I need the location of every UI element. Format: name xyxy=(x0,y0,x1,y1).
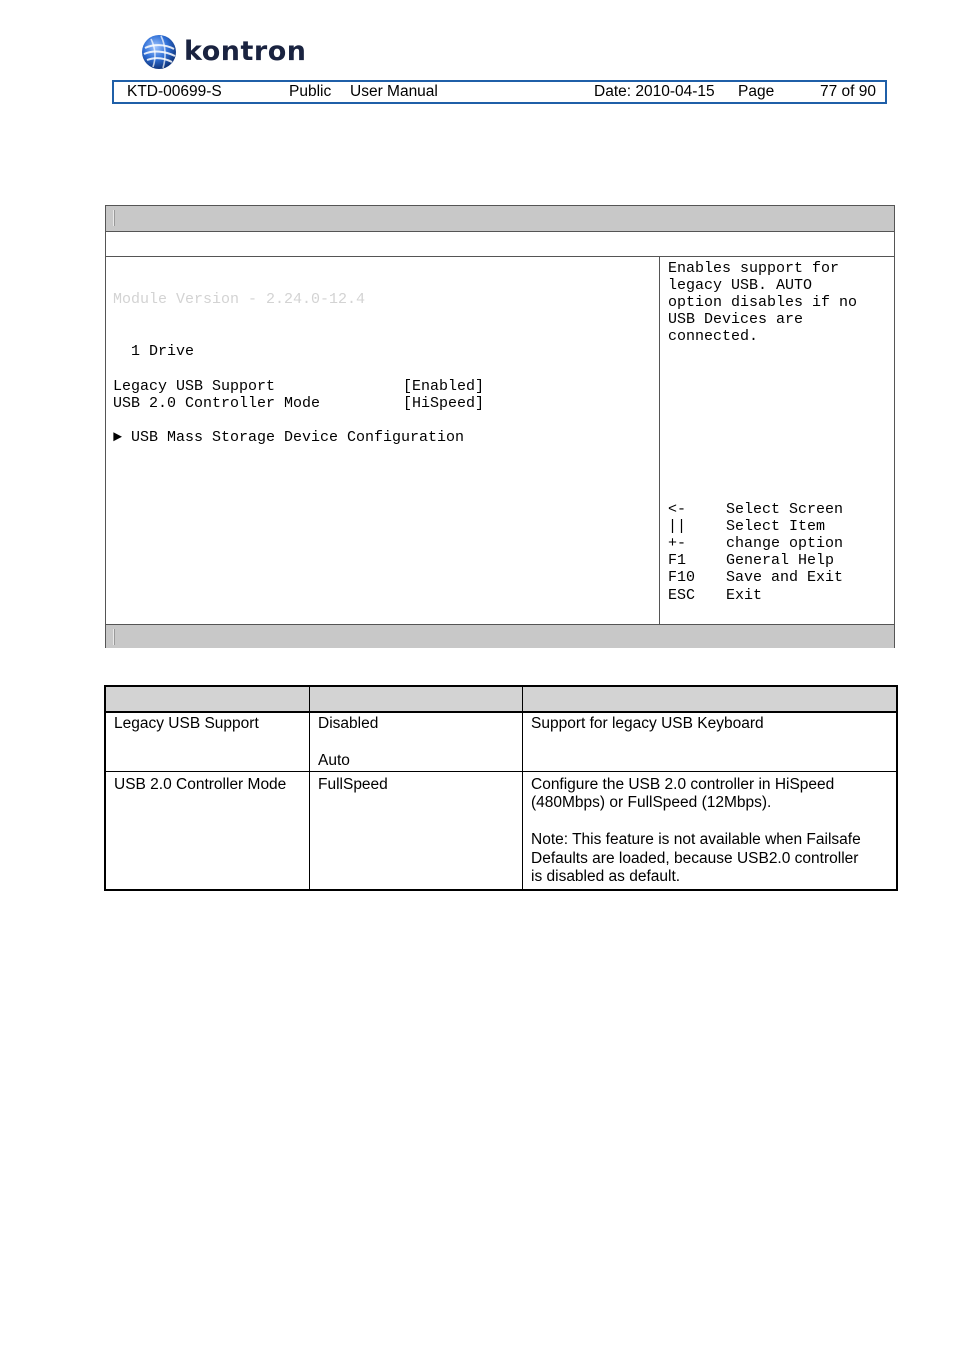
options-table xyxy=(104,685,898,891)
row-usb2-note-line: Note: This feature is not available when Failsafe xyxy=(531,831,861,848)
page-label: Page xyxy=(738,83,775,100)
row-usb2-description-line: (480Mbps) or FullSpeed (12Mbps). xyxy=(531,794,772,811)
key-select-item-action: Select Item xyxy=(726,518,826,535)
bios-menu-row xyxy=(106,232,894,257)
drive-count: 1 Drive xyxy=(113,343,195,360)
page-number: 77 of 90 xyxy=(820,83,877,100)
row-usb2-description-line: Configure the USB 2.0 controller in HiSpeed xyxy=(531,776,835,793)
help-line: Enables support for xyxy=(668,260,840,277)
module-version: Module Version - 2.24.0-12.4 xyxy=(113,291,366,308)
bios-title-bar xyxy=(106,206,894,232)
row-usb2-note-line: is disabled as default. xyxy=(531,868,681,885)
bios-screen xyxy=(105,205,895,648)
key-change-option: +- xyxy=(668,535,687,552)
doc-date: Date: 2010-04-15 xyxy=(594,83,715,100)
help-line: option disables if no xyxy=(668,294,858,311)
key-exit-action: Exit xyxy=(726,587,763,604)
help-line: USB Devices are xyxy=(668,311,804,328)
submenu-usb-mass-storage[interactable]: ► USB Mass Storage Device Configuration xyxy=(113,429,465,446)
bios-divider xyxy=(659,257,660,624)
doc-classification: Public xyxy=(289,83,332,100)
row-legacy-usb-option-auto: Auto xyxy=(318,752,350,769)
key-select-screen: <- xyxy=(668,501,687,518)
help-line: connected. xyxy=(668,328,759,345)
setting-legacy-usb-value[interactable]: [Enabled] xyxy=(403,378,485,395)
help-line: legacy USB. AUTO xyxy=(668,277,813,294)
setting-usb2-mode-value[interactable]: [HiSpeed] xyxy=(403,395,485,412)
key-general-help-action: General Help xyxy=(726,552,835,569)
row-usb2-feature: USB 2.0 Controller Mode xyxy=(114,776,287,793)
key-general-help: F1 xyxy=(668,552,687,569)
key-exit: ESC xyxy=(668,587,696,604)
globe-icon xyxy=(141,34,177,70)
setting-usb2-mode-label[interactable]: USB 2.0 Controller Mode xyxy=(113,395,321,412)
bios-status-bar xyxy=(106,624,894,648)
key-select-screen-action: Select Screen xyxy=(726,501,844,518)
row-legacy-usb-description: Support for legacy USB Keyboard xyxy=(531,715,764,732)
key-change-option-action: change option xyxy=(726,535,844,552)
document-header xyxy=(112,80,887,104)
key-save-exit: F10 xyxy=(668,569,696,586)
key-select-item: || xyxy=(668,518,687,535)
table-header-row xyxy=(106,687,896,713)
row-legacy-usb-feature: Legacy USB Support xyxy=(114,715,259,732)
doc-id: KTD-00699-S xyxy=(127,83,222,100)
kontron-logo xyxy=(141,33,321,73)
doc-type: User Manual xyxy=(350,83,438,100)
row-usb2-note-line: Defaults are loaded, because USB2.0 controller xyxy=(531,850,859,867)
row-legacy-usb-option-disabled: Disabled xyxy=(318,715,379,732)
row-usb2-option-fullspeed: FullSpeed xyxy=(318,776,388,793)
setting-legacy-usb-label[interactable]: Legacy USB Support xyxy=(113,378,276,395)
key-save-exit-action: Save and Exit xyxy=(726,569,844,586)
logo-wordmark: kontron xyxy=(184,36,307,67)
